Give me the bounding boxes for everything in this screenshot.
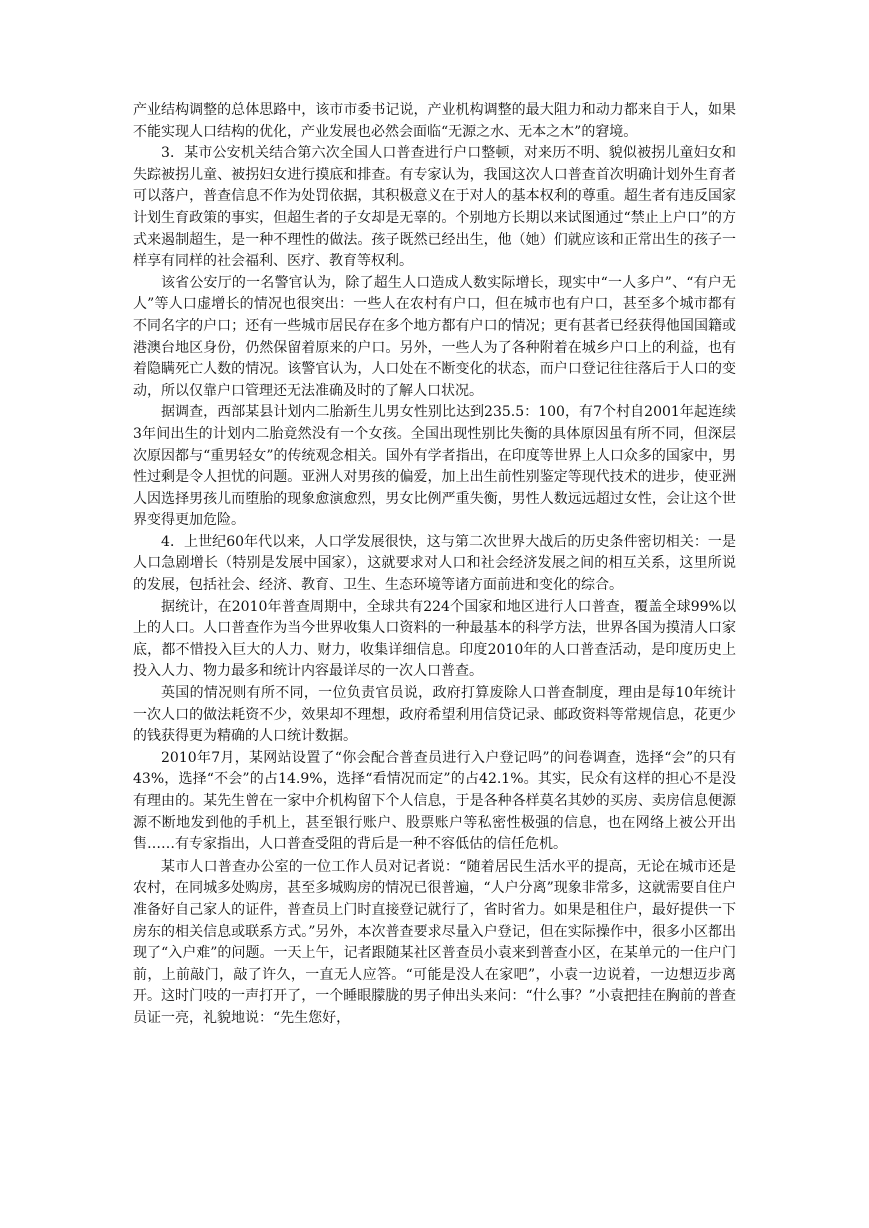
paragraph-police-officer: 该省公安厅的一名警官认为，除了超生人口造成人数实际增长，现实中“一人多户”、“有户无人”等人口虚增长的情况也很突出：一些人在农村有户口，但在城市也有户口，甚至多个城市都有不同名字的户口；还有一些城市居民存在多个地方都有户口的情况；更有甚者已经获得他国国籍或港澳台地区身份，仍然保留着原来的户口。另外，一些人为了各种附着在城乡户口上的利益，也有着隐瞒死亡人数的情况。该警官认为，人口处在不断变化的状态，而户口登记往往落后于人口的变动，所以仅靠户口管理还无法准确及时的了解人口状况。	[133, 274, 736, 399]
paragraph-continuation: 产业结构调整的总体思路中，该市市委书记说，产业机构调整的最大阻力和动力都来自于人，如果不能实现人口结构的优化，产业发展也必然会面临“无源之水、无本之木”的窘境。	[133, 102, 736, 140]
paragraph-item-4: 4．上世纪60年代以来，人口学发展很快，这与第二次世界大战后的历史条件密切相关：一是人口急剧增长（特别是发展中国家），这就要求对人口和社会经济发展之间的相互关系，这里所说的发展，包括社会、经济、教育、卫生、生态环境等诸方面前进和变化的综合。	[133, 533, 736, 594]
paragraph-uk-census: 英国的情况则有所不同，一位负责官员说，政府打算废除人口普查制度，理由是每10年统计一次人口的做法耗资不少，效果却不理想，政府希望利用信贷记录、邮政资料等常规信息，花更少的钱获得更为精确的人口统计数据。	[133, 685, 736, 745]
paragraph-sex-ratio: 据调查，西部某县计划内二胎新生儿男女性别比达到235.5：100，有7个村自2001年起连续3年间出生的计划内二胎竟然没有一个女孩。全国出现性别比失衡的具体原因虽有所不同，但深层次原因都与“重男轻女”的传统观念相关。国外有学者指出，在印度等世界上人口众多的国家中，男性过剩是令人担忧的问题。亚洲人对男孩的偏爱，加上出生前性别鉴定等现代技术的进步，使亚洲人因选择男孩儿而堕胎的现象愈演愈烈，男女比例严重失衡，男性人数远远超过女性，会让这个世界变得更加危险。	[133, 404, 736, 529]
paragraph-survey: 2010年7月，某网站设置了“你会配合普查员进行入户登记吗”的问卷调查，选择“会”的只有43%，选择“不会”的占14.9%，选择“看情况而定”的占42.1%。其实，民众有这样的担心不是没有理由的。某先生曾在一家中介机构留下个人信息，于是各种各样莫名其妙的买房、卖房信息便源源不断地发到他的手机上，甚至银行账户、股票账户等私密性极强的信息，也在网络上被公开出售……有专家指出，人口普查受阻的背后是一种不容低估的信任危机。	[133, 749, 736, 853]
paragraph-global-census: 据统计，在2010年普查周期中，全球共有224个国家和地区进行人口普查，覆盖全球99%以上的人口。人口普查作为当今世界收集人口资料的一种最基本的科学方法，世界各国为摸清人口家底，都不惜投入巨大的人力、财力，收集详细信息。印度2010年的人口普查活动，是印度历史上投入人力、物力最多和统计内容最详尽的一次人口普查。	[133, 598, 736, 680]
paragraph-census-office: 某市人口普查办公室的一位工作人员对记者说：“随着居民生活水平的提高，无论在城市还是农村，在同城多处购房，甚至多城购房的情况已很普遍，“人户分离”现象非常多，这就需要自住户准备好自己家人的证件，普查员上门时直接登记就行了，省时省力。如果是租住户，最好提供一下房东的相关信息或联系方式。”另外，本次普查要求尽量入户登记，但在实际操作中，很多小区都出现了“入户难”的问题。一天上午，记者跟随某社区普查员小袁来到普查小区，在某单元的一住户门前，上前敲门，敲了许久，一直无人应答。“可能是没人在家吧”，小袁一边说着，一边想迈步离开。这时门吱的一声打开了，一个睡眼朦胧的男子伸出头来问：“什么事？”小袁把挂在胸前的普查员证一亮，礼貌地说：“先生您好，	[133, 858, 736, 1026]
paragraph-item-3: 3．某市公安机关结合第六次全国人口普查进行户口整顿，对来历不明、貌似被拐儿童妇女和失踪被拐儿童、被拐妇女进行摸底和排查。有专家认为，我国这次人口普查首次明确计划外生育者可以落户，普查信息不作为处罚依据，其积极意义在于对人的基本权利的尊重。超生者有违反国家计划生育政策的事实，但超生者的子女却是无辜的。个别地方长期以来试图通过“禁止上户口”的方式来遏制超生，是一种不理性的做法。孩子既然已经出生，他（她）们就应该和正常出生的孩子一样享有同样的社会福利、医疗、教育等权利。	[133, 145, 736, 270]
document-page	[133, 100, 736, 1030]
